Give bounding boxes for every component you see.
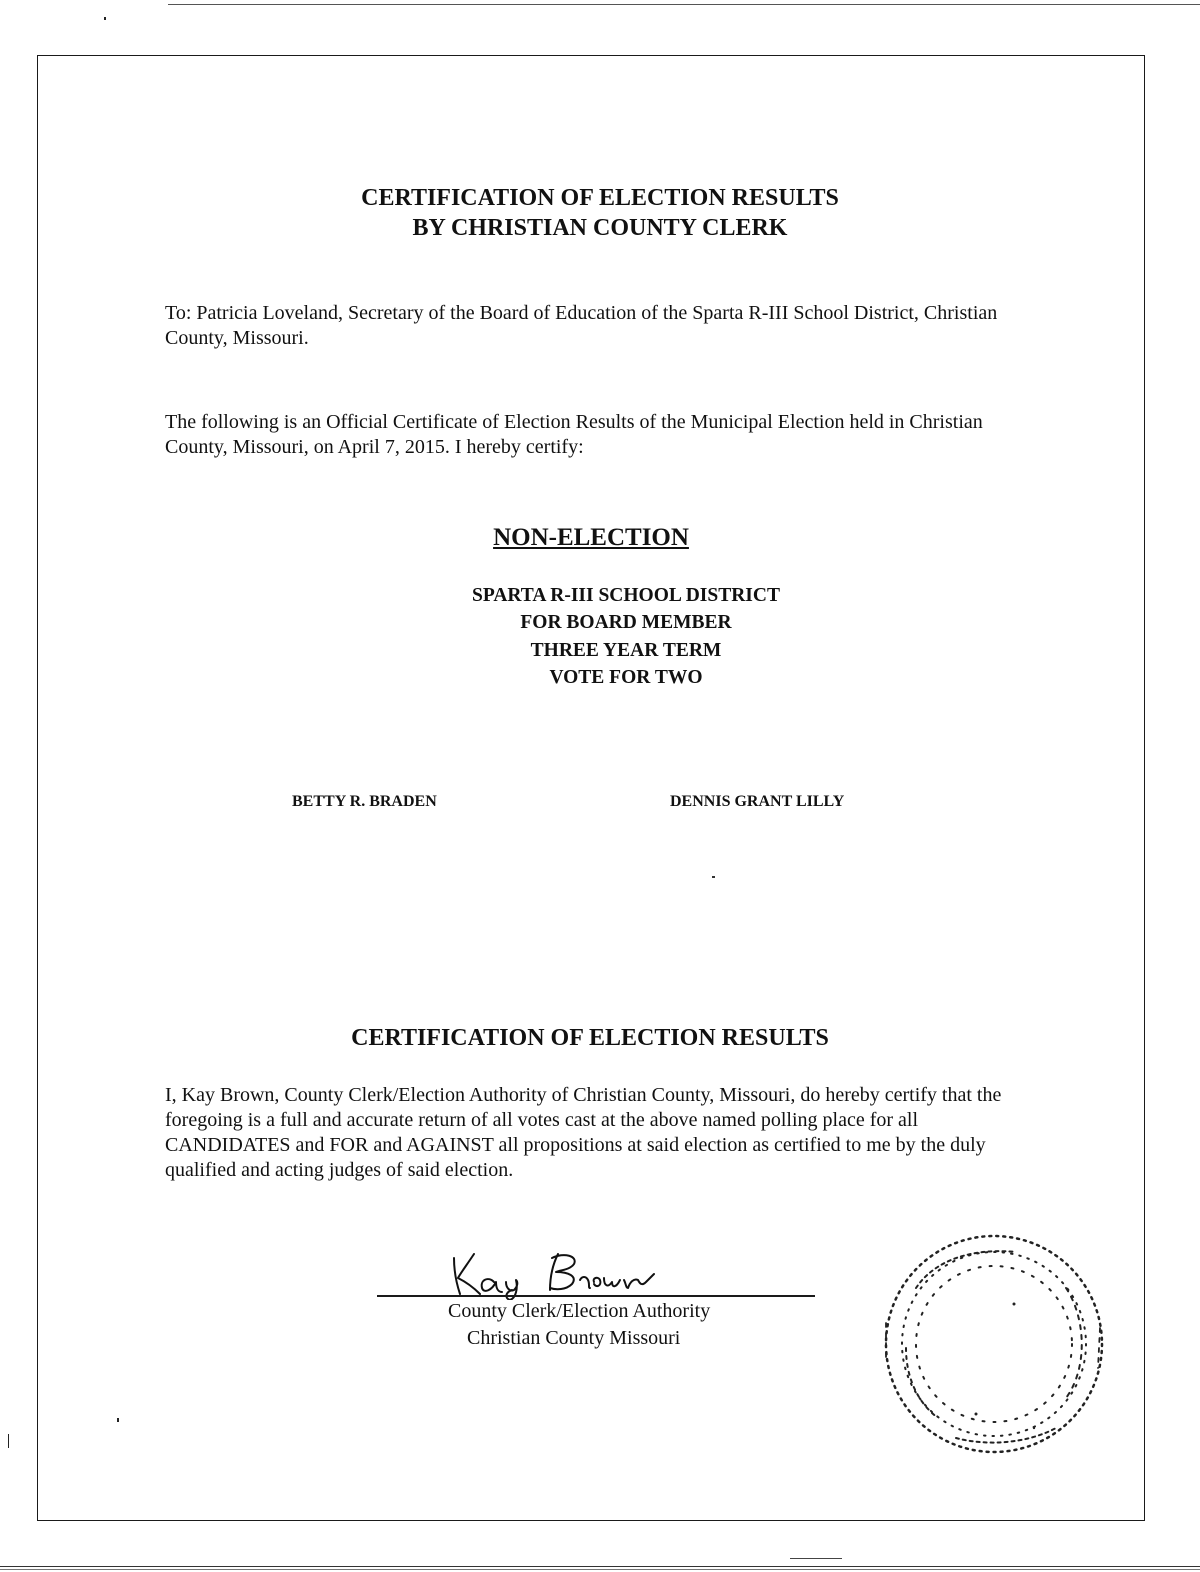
scan-speck (712, 876, 715, 878)
document-title-line2: BY CHRISTIAN COUNTY CLERK (412, 215, 788, 241)
scan-speck (8, 1434, 9, 1448)
office-position: FOR BOARD MEMBER (520, 612, 732, 633)
document-title-line1: CERTIFICATION OF ELECTION RESULTS (361, 185, 839, 211)
handwritten-signature (440, 1248, 670, 1300)
signer-county: Christian County Missouri (467, 1327, 681, 1349)
office-vote-count: VOTE FOR TWO (549, 667, 703, 688)
certification-heading: CERTIFICATION OF ELECTION RESULTS (351, 1025, 829, 1051)
office-term: THREE YEAR TERM (530, 640, 722, 661)
addressee-paragraph: To: Patricia Loveland, Secretary of the Board of Education of the Sparta R-III School District, Christian County, Missouri. (165, 302, 998, 349)
scan-top-rule (168, 4, 1200, 5)
signer-title: County Clerk/Election Authority (448, 1300, 711, 1322)
intro-paragraph: The following is an Official Certificate of Election Results of the Municipal Election held in Christian County, Missouri, on April 7, 2015. I hereby certify: (165, 411, 983, 458)
scan-bottom-rule (0, 1566, 1200, 1567)
signature-line (377, 1295, 815, 1297)
county-seal-stamp (866, 1218, 1116, 1458)
scan-bottom-rule (0, 1569, 1200, 1570)
candidate-name: DENNIS GRANT LILLY (670, 793, 845, 810)
candidate-name: BETTY R. BRADEN (292, 793, 437, 810)
certification-paragraph: I, Kay Brown, County Clerk/Election Authority of Christian County, Missouri, do hereby certify that the foregoing is a full and accurate return of all votes cast at the above named polling place for all CANDIDATES and FOR and AGAINST all propositions at said election as certified to me by the duly qualified and acting judges of said election. (165, 1084, 1002, 1181)
scan-speck (790, 1558, 842, 1559)
status-heading: NON-ELECTION (493, 524, 689, 551)
scan-speck (104, 17, 106, 20)
office-district: SPARTA R-III SCHOOL DISTRICT (472, 585, 780, 606)
